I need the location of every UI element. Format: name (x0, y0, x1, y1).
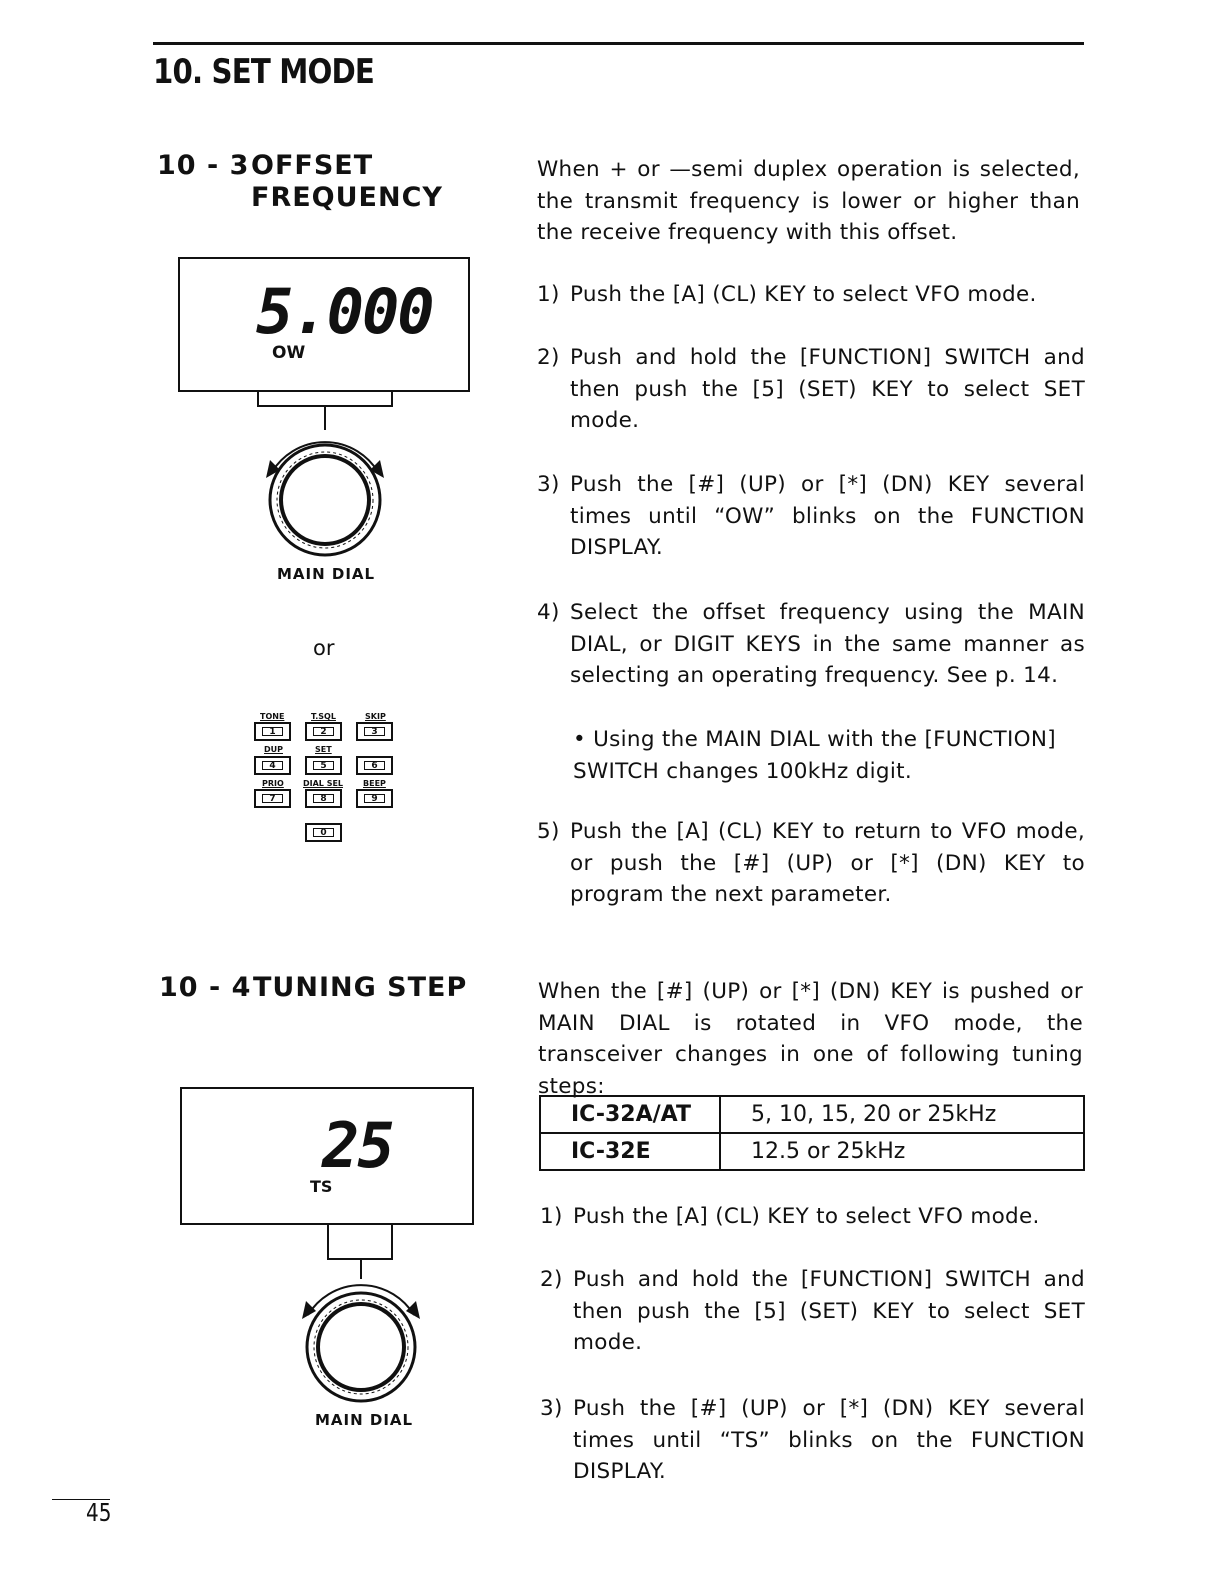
digit-keypad (254, 712, 400, 848)
keypad-label-prio: PRIO (262, 779, 284, 788)
keypad-label-tsql: T.SQL (311, 712, 336, 721)
table-cell-steps: 12.5 or 25kHz (720, 1133, 1084, 1170)
tuning-step-2: 2) Push and hold the [FUNCTION] SWITCH and then push the [5] (SET) KEY to select SET mode. (540, 1267, 1085, 1355)
tuning-step-3: 3) Push the [#] (UP) or [*] (DN) KEY several times until “TS” blinks on the FUNCTION DISPLAY. (540, 1396, 1085, 1484)
key-0: 0 (305, 823, 342, 842)
header-rule (153, 42, 1084, 45)
chapter-number: 10. (153, 52, 203, 92)
keypad-label-dup: DUP (264, 745, 283, 754)
section-title: TUNING STEP (253, 972, 468, 1003)
offset-function-display (178, 257, 470, 392)
key-5: 5 (305, 756, 342, 775)
tuning-function-display (180, 1087, 474, 1225)
display-indicator: TS (310, 1177, 333, 1196)
main-dial-label: MAIN DIAL (277, 565, 376, 583)
offset-step-3: 3) Push the [#] (UP) or [*] (DN) KEY several times until “OW” blinks on the FUNCTION DISPLAY. (537, 472, 1085, 560)
chapter-heading (153, 52, 374, 92)
main-dial-diagram (288, 1223, 438, 1408)
section-tuning-heading (159, 972, 467, 1004)
offset-note: • Using the MAIN DIAL with the [FUNCTION] SWITCH changes 100kHz digit. (573, 727, 1056, 784)
section-number: 10 - 4 (159, 972, 252, 1003)
keypad-label-dialsel: DIAL SEL (303, 779, 344, 788)
offset-intro: When + or —semi duplex operation is selected, the transmit frequency is lower or higher than the receive frequency with this offset. (537, 157, 1080, 245)
table-cell-steps: 5, 10, 15, 20 or 25kHz (720, 1096, 1084, 1133)
main-dial-label: MAIN DIAL (315, 1411, 414, 1429)
table-row (540, 1096, 1084, 1133)
key-9: 9 (356, 789, 393, 808)
offset-step-2: 2) Push and hold the [FUNCTION] SWITCH and then push the [5] (SET) KEY to select SET mode. (537, 345, 1085, 433)
key-8: 8 (305, 789, 342, 808)
table-row (540, 1133, 1084, 1170)
or-text: or (313, 636, 335, 660)
keypad-label-set: SET (315, 745, 332, 754)
offset-step-1: 1) Push the [A] (CL) KEY to select VFO mode. (537, 282, 1037, 307)
section-title-line1: OFFSET (251, 150, 374, 181)
tuning-step-table (539, 1095, 1085, 1171)
display-value: 25 (322, 1109, 393, 1182)
section-number: 10 - 3 (157, 150, 250, 181)
tuning-step-1: 1) Push the [A] (CL) KEY to select VFO mode. (540, 1204, 1040, 1229)
table-cell-model: IC-32E (540, 1133, 720, 1170)
chapter-title: SET MODE (211, 52, 375, 92)
key-4: 4 (254, 756, 291, 775)
key-6: 6 (356, 756, 393, 775)
key-2: 2 (305, 722, 342, 741)
offset-step-5: 5) Push the [A] (CL) KEY to return to VFO mode, or push the [#] (UP) or [*] (DN) KEY to program the next parameter. (537, 819, 1085, 907)
display-indicator: OW (272, 343, 306, 363)
section-title-line2: FREQUENCY (251, 182, 443, 213)
display-value: 5.000 (256, 275, 433, 348)
keypad-label-beep: BEEP (363, 779, 386, 788)
key-1: 1 (254, 722, 291, 741)
section-offset-heading (157, 150, 443, 214)
keypad-label-tone: TONE (260, 712, 285, 721)
keypad-label-skip: SKIP (365, 712, 386, 721)
table-cell-model: IC-32A/AT (540, 1096, 720, 1133)
offset-step-4: 4) Select the offset frequency using the MAIN DIAL, or DIGIT KEYS in the same manner as selecting an operating frequency. See p. 14. (537, 600, 1085, 688)
tuning-intro: When the [#] (UP) or [*] (DN) KEY is pushed or MAIN DIAL is rotated in VFO mode, the transceiver changes in one of following tuning steps: (538, 979, 1083, 1099)
key-7: 7 (254, 789, 291, 808)
page-number: 45 (86, 1498, 112, 1527)
key-3: 3 (356, 722, 393, 741)
main-dial-diagram (250, 390, 400, 570)
